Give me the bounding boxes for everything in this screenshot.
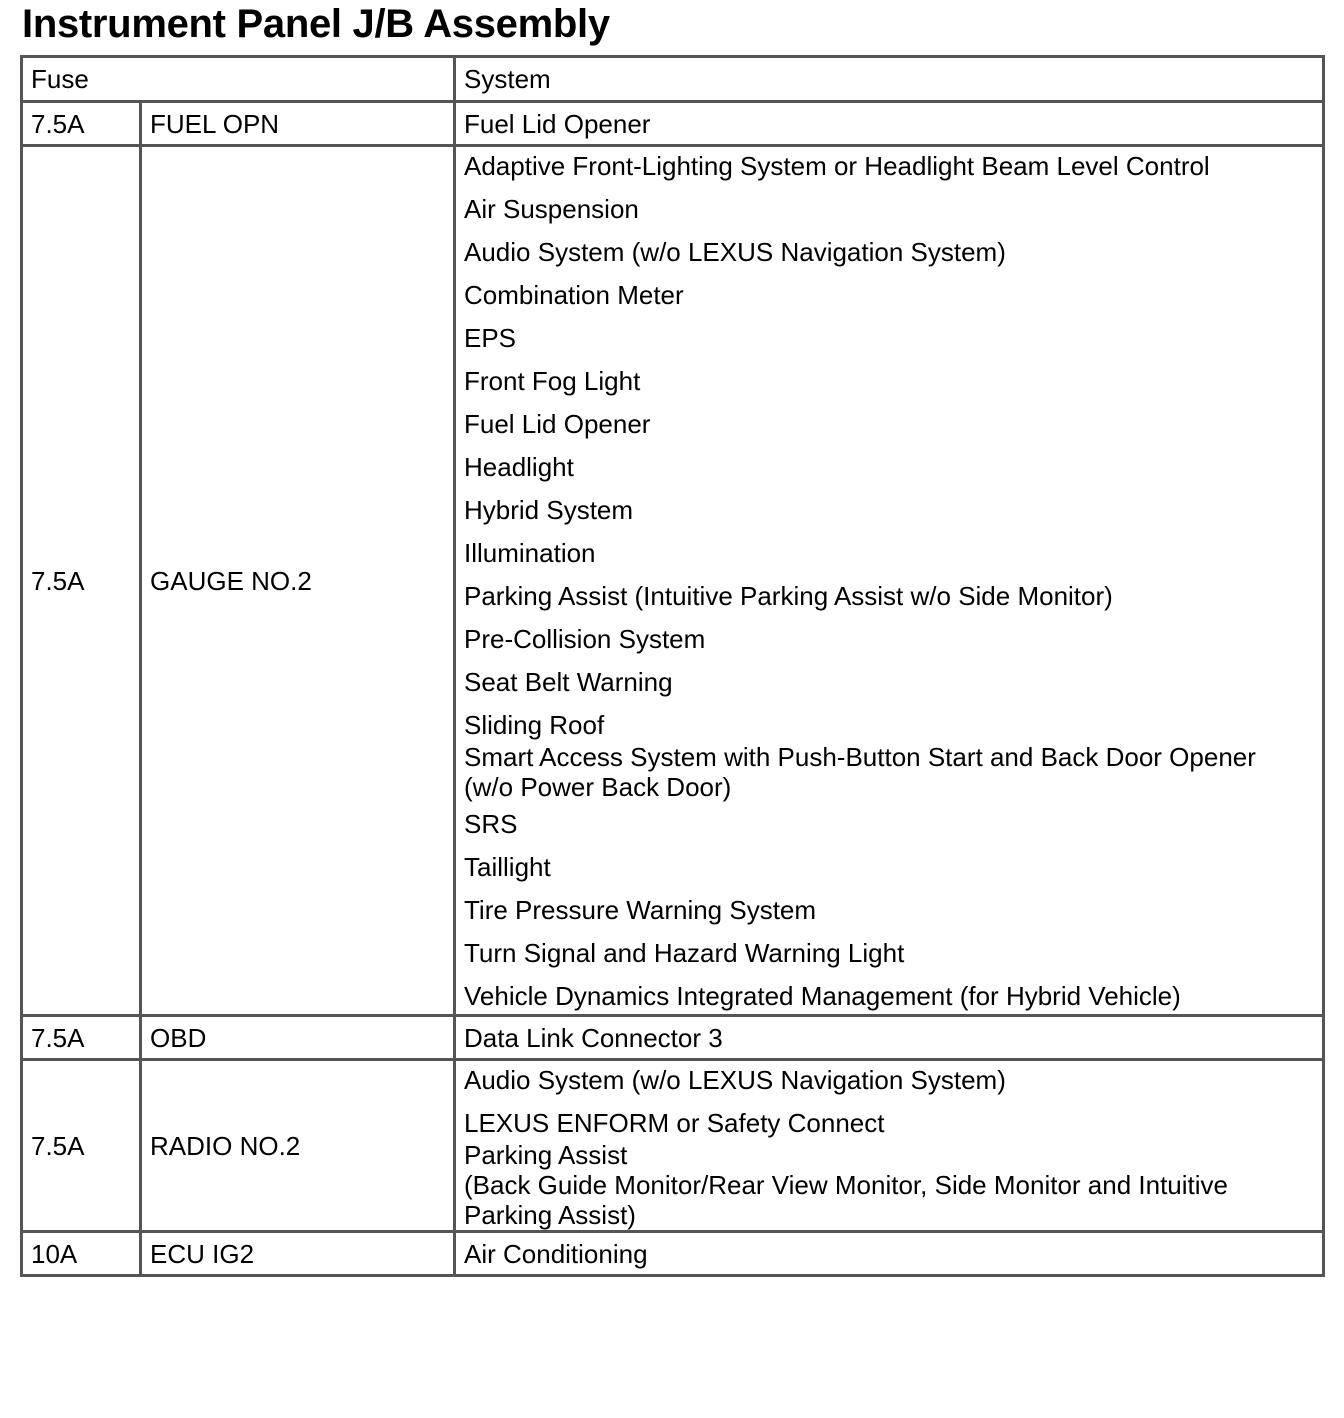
header-fuse: Fuse bbox=[22, 57, 455, 102]
system-item: Turn Signal and Hazard Warning Light bbox=[464, 938, 905, 968]
system-cell bbox=[455, 146, 1324, 1016]
system-item: EPS bbox=[464, 323, 517, 353]
system-item: Audio System (w/o LEXUS Navigation System) bbox=[464, 237, 1006, 267]
table-row bbox=[22, 146, 1324, 1016]
fuse-amperage: 7.5A bbox=[22, 102, 141, 146]
system-cell: Fuel Lid Opener bbox=[455, 102, 1324, 146]
table-header-row bbox=[22, 57, 1324, 102]
header-system: System bbox=[455, 57, 1324, 102]
system-item: Pre-Collision System bbox=[464, 624, 706, 654]
fuse-amperage: 7.5A bbox=[22, 1060, 141, 1232]
table-row bbox=[22, 1060, 1324, 1232]
system-item-line: Smart Access System with Push-Button Start and Back Door Opener bbox=[464, 742, 1256, 772]
fuse-name: GAUGE NO.2 bbox=[141, 146, 455, 1016]
system-item: Adaptive Front-Lighting System or Headlight Beam Level Control bbox=[464, 151, 1210, 181]
system-item: Vehicle Dynamics Integrated Management (for Hybrid Vehicle) bbox=[464, 981, 1181, 1011]
system-cell: Data Link Connector 3 bbox=[455, 1016, 1324, 1060]
system-item: Parking Assist (Intuitive Parking Assist w/o Side Monitor) bbox=[464, 581, 1113, 611]
system-item: Audio System (w/o LEXUS Navigation System) bbox=[464, 1065, 1006, 1095]
system-item bbox=[464, 742, 1314, 805]
fuse-amperage: 10A bbox=[22, 1232, 141, 1276]
table-row bbox=[22, 102, 1324, 146]
system-cell: Air Conditioning bbox=[455, 1232, 1324, 1276]
system-item: Front Fog Light bbox=[464, 366, 641, 396]
table-row bbox=[22, 1016, 1324, 1060]
system-item: SRS bbox=[464, 809, 518, 839]
system-item-line: Parking Assist) bbox=[464, 1200, 636, 1230]
system-cell bbox=[455, 1060, 1324, 1232]
system-item: Hybrid System bbox=[464, 495, 634, 525]
table-row bbox=[22, 1232, 1324, 1276]
fuse-name: ECU IG2 bbox=[141, 1232, 455, 1276]
system-item: Fuel Lid Opener bbox=[464, 409, 651, 439]
system-item bbox=[464, 1140, 1314, 1230]
system-item: Air Suspension bbox=[464, 194, 639, 224]
fuse-amperage: 7.5A bbox=[22, 1016, 141, 1060]
system-item: Taillight bbox=[464, 852, 551, 882]
system-item: Tire Pressure Warning System bbox=[464, 895, 817, 925]
system-item: Combination Meter bbox=[464, 280, 684, 310]
fuse-table bbox=[20, 55, 1325, 1277]
system-item-line: (w/o Power Back Door) bbox=[464, 772, 732, 802]
fuse-name: RADIO NO.2 bbox=[141, 1060, 455, 1232]
fuse-amperage: 7.5A bbox=[22, 146, 141, 1016]
system-item-line: Parking Assist bbox=[464, 1140, 628, 1170]
system-item: Seat Belt Warning bbox=[464, 667, 673, 697]
page-title: Instrument Panel J/B Assembly bbox=[22, 2, 610, 46]
system-item: Headlight bbox=[464, 452, 574, 482]
system-item: Sliding Roof bbox=[464, 710, 605, 740]
system-item: LEXUS ENFORM or Safety Connect bbox=[464, 1108, 885, 1138]
fuse-name: FUEL OPN bbox=[141, 102, 455, 146]
system-item-line: (Back Guide Monitor/Rear View Monitor, Side Monitor and Intuitive bbox=[464, 1170, 1228, 1200]
fuse-name: OBD bbox=[141, 1016, 455, 1060]
system-item: Illumination bbox=[464, 538, 596, 568]
